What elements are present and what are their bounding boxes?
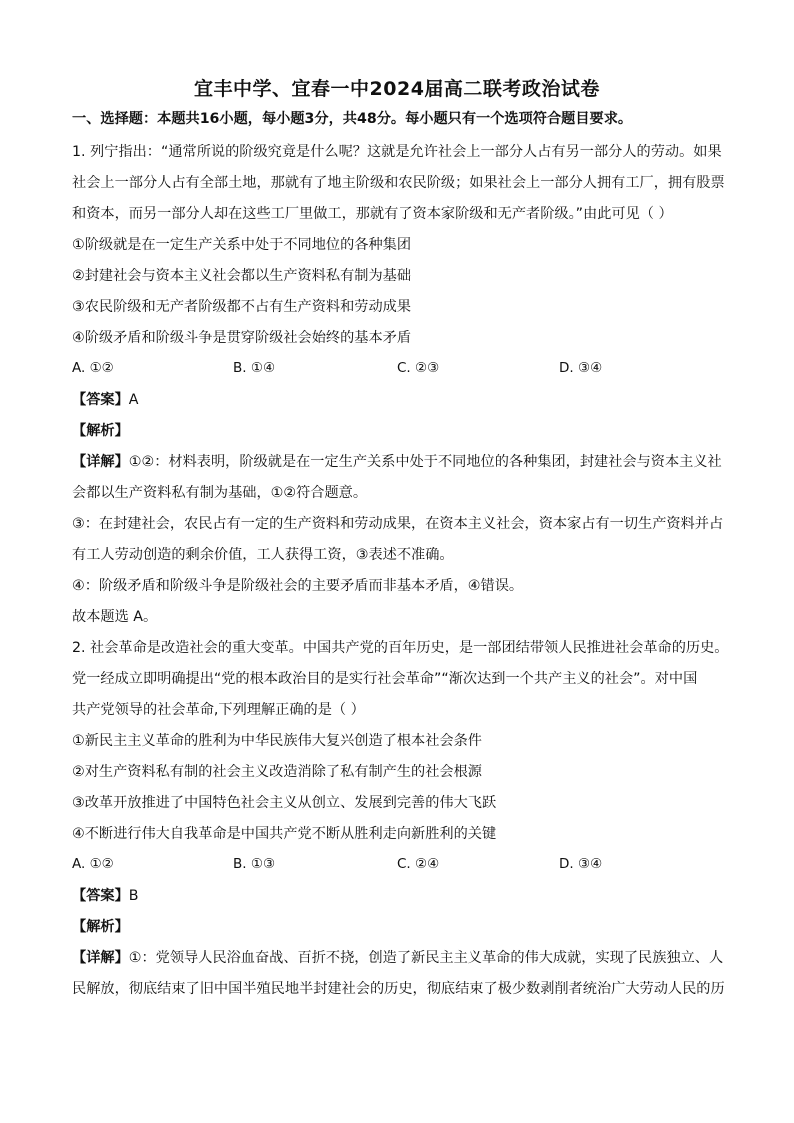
- q1-option-a: A. ①②: [72, 360, 114, 376]
- q2-item: ③改革开放推进了中国特色社会主义从创立、发展到完善的伟大飞跃: [72, 795, 497, 811]
- answer-value: B: [128, 888, 139, 904]
- answer-value: A: [128, 392, 139, 408]
- q2-item: ②对生产资料私有制的社会主义改造消除了私有制产生的社会根源: [72, 764, 482, 780]
- q1-options: [72, 360, 732, 378]
- q1-detail-line: 会都以生产资料私有制为基础，①②符合题意。: [72, 485, 368, 501]
- q1-detail-line: ④：阶级矛盾和阶级斗争是阶级社会的主要矛盾而非基本矛盾，④错误。: [72, 578, 524, 594]
- q2-option-d: D. ③④: [559, 856, 603, 872]
- q2-detail-line: 民解放，彻底结束了旧中国半殖民地半封建社会的历史，彻底结束了极少数剥削者统治广大劳动人民的历: [72, 981, 725, 997]
- q1-detail-line: [72, 453, 722, 471]
- q2-options: [72, 856, 732, 874]
- q1-option-b: B. ①④: [233, 360, 276, 376]
- q2-stem-line: 2. 社会革命是改造社会的重大变革。中国共产党的百年历史，是一部团结带领人民推进社会革命的历史。: [72, 640, 729, 656]
- q1-answer: [72, 391, 138, 409]
- page-title: 宜丰中学、宜春一中2024届高二联考政治试卷: [194, 78, 600, 100]
- q1-item: ①阶级就是在一定生产关系中处于不同地位的各种集团: [72, 237, 412, 253]
- q1-stem-line: 和资本，而另一部分人却在这些工厂里做工，那就有了资本家阶级和无产者阶级。”由此可见（ ）: [72, 206, 673, 222]
- q2-detail-line: [72, 949, 723, 967]
- q1-item: ②封建社会与资本主义社会都以生产资料私有制为基础: [72, 268, 412, 284]
- q2-answer: [72, 887, 139, 905]
- detail-label: 【详解】: [72, 950, 129, 966]
- answer-label: 【答案】: [72, 392, 129, 408]
- detail-text: ①：党领导人民浴血奋战、百折不挠，创造了新民主主义革命的伟大成就，实现了民族独立、人: [128, 950, 724, 966]
- q1-option-d: D. ③④: [559, 360, 603, 376]
- q1-item: ③农民阶级和无产者阶级都不占有生产资料和劳动成果: [72, 299, 412, 315]
- q2-option-a: A. ①②: [72, 856, 114, 872]
- detail-text: ①②：材料表明，阶级就是在一定生产关系中处于不同地位的各种集团，封建社会与资本主义社: [128, 454, 722, 470]
- q2-option-c: C. ②④: [397, 856, 440, 872]
- q2-stem-line: 党一经成立即明确提出“党的根本政治目的是实行社会革命”“渐次达到一个共产主义的社会”。对中国: [72, 671, 698, 687]
- q1-stem-line: 社会上一部分人占有全部土地，那就有了地主阶级和农民阶级；如果社会上一部分人拥有工厂，拥有股票: [72, 175, 725, 191]
- q2-stem-line: 共产党领导的社会革命,下列理解正确的是（ ）: [72, 702, 365, 718]
- q1-detail-line: 故本题选 A。: [72, 609, 158, 625]
- q1-detail-line: ③：在封建社会，农民占有一定的生产资料和劳动成果，在资本主义社会，资本家占有一切生产资料并占: [72, 516, 724, 532]
- q1-option-c: C. ②③: [397, 360, 440, 376]
- detail-label: 【详解】: [72, 454, 129, 470]
- q1-item: ④阶级矛盾和阶级斗争是贯穿阶级社会始终的基本矛盾: [72, 330, 412, 346]
- q1-analysis-label: 【解析】: [72, 423, 129, 439]
- q1-stem-line: 1. 列宁指出：“通常所说的阶级究竟是什么呢？这就是允许社会上一部分人占有另一部分人的劳动。如果: [72, 144, 722, 160]
- q2-item: ④不断进行伟大自我革命是中国共产党不断从胜利走向新胜利的关键: [72, 826, 497, 842]
- q2-item: ①新民主主义革命的胜利为中华民族伟大复兴创造了根本社会条件: [72, 733, 482, 749]
- answer-label: 【答案】: [72, 888, 129, 904]
- q2-analysis-label: 【解析】: [72, 919, 129, 935]
- q2-option-b: B. ①③: [233, 856, 276, 872]
- q1-detail-line: 有工人劳动创造的剩余价值，工人获得工资，③表述不准确。: [72, 547, 454, 563]
- section-heading: 一、选择题：本题共16小题，每小题3分，共48分。每小题只有一个选项符合题目要求。: [72, 111, 633, 127]
